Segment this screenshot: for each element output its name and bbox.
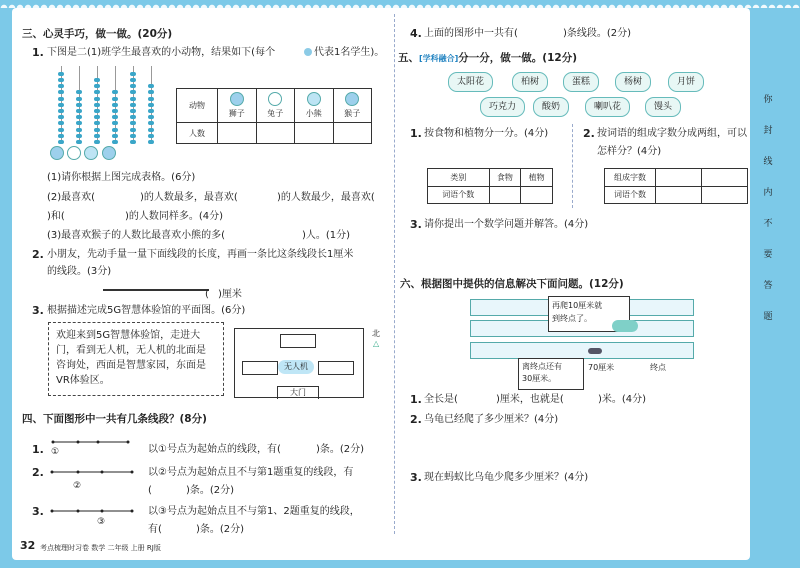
plan-gate: 大门 <box>277 386 319 399</box>
table1-animal-lion: 狮子 <box>218 89 257 123</box>
q2-text-b: 的线段。(3分) <box>47 266 112 277</box>
pictograph-bead <box>58 109 64 113</box>
plan-box-north[interactable] <box>280 334 316 348</box>
table2-row-label: 词语个数 <box>428 186 490 204</box>
bubble2-line2: 30厘米。 <box>522 374 557 383</box>
student-face-icon <box>304 48 312 56</box>
p3-text: 现在蚂蚁比乌龟少爬多少厘米？(4分) <box>424 472 589 483</box>
pictograph-bead <box>148 84 154 88</box>
table1-row2-label: 人数 <box>177 123 218 144</box>
pictograph-bead <box>76 115 82 119</box>
pictograph-bead <box>130 134 136 138</box>
seg3-end: )条。(2分) <box>196 524 245 535</box>
s3-text: 请你提出一个数学问题并解答。(4分) <box>424 219 589 230</box>
p1-number: 1. <box>410 393 422 406</box>
table3-row1-label: 组成字数 <box>605 169 656 187</box>
segment-figure-3 <box>50 505 134 525</box>
pictograph-bead <box>76 134 82 138</box>
q2-unit: )厘米 <box>218 289 242 300</box>
seg3-text: 以③号点为起始点且不与第1、2题重复的线段， <box>148 506 360 517</box>
s3-number: 3. <box>410 218 422 231</box>
section5-tag: [学科融合] <box>419 54 459 63</box>
north-arrow-icon: △ <box>373 339 380 348</box>
pictograph-bead <box>76 140 82 144</box>
table1-animal-monkey: 猴子 <box>333 89 372 123</box>
side-char: 题 <box>763 312 773 322</box>
track-bar-3 <box>470 342 694 359</box>
segment-figure-1 <box>50 436 130 456</box>
q4-end: )条线段。(2分) <box>563 28 632 39</box>
animal-count-table <box>176 88 372 144</box>
top-scallop-border <box>0 0 800 8</box>
bear-icon <box>307 92 321 106</box>
pictograph-bead <box>112 115 118 119</box>
q1-sub2c: )的人数最少，最喜欢( <box>277 192 375 203</box>
desc-line-3: 咨询处，西面是智慧家园，东面是 <box>56 360 206 371</box>
word-cloud-8: 喇叭花 <box>585 97 630 117</box>
q1-sub3b: )人。(1分) <box>302 230 351 241</box>
pictograph-bead <box>112 109 118 113</box>
pictograph-bead <box>130 97 136 101</box>
q1-sub2b: )的人数最多，最喜欢( <box>140 192 238 203</box>
q1-text-b: 代表1名学生)。 <box>314 47 385 58</box>
table2-header-food: 食物 <box>489 169 521 187</box>
q1-sub1: (1)请你根据上图完成表格。(6分) <box>47 172 196 183</box>
s2-text-b: 怎样分？(4分) <box>597 146 662 157</box>
bubble2-line1: 离终点还有 <box>522 362 562 371</box>
pictograph-bead <box>112 140 118 144</box>
table1-cell[interactable] <box>295 123 334 144</box>
seg2-point-mark: ② <box>73 481 82 491</box>
q1-number: 1. <box>32 46 44 59</box>
pictograph-bead <box>94 140 100 144</box>
pictograph-bead <box>94 97 100 101</box>
pictograph-bead <box>130 109 136 113</box>
p3-number: 3. <box>410 471 422 484</box>
pictograph-bead <box>94 134 100 138</box>
food-plant-table <box>427 168 553 204</box>
word-cloud-6: 巧克力 <box>480 97 525 117</box>
inner-divider <box>572 124 573 208</box>
pictograph-bead <box>58 84 64 88</box>
q1-sub3a: (3)最喜欢猴子的人数比最喜欢小熊的多( <box>47 230 226 241</box>
segment-figure-2 <box>50 464 134 484</box>
q2-text: 小朋友，先动手量一量下面线段的长度，再画一条比这条线段长1厘米 <box>47 249 354 260</box>
side-char: 内 <box>763 188 773 198</box>
seg3-have: 有( <box>148 524 162 535</box>
pictograph-bead <box>130 128 136 132</box>
pictograph-bead <box>58 115 64 119</box>
p1-text: 全长是( <box>424 394 458 405</box>
plan-center-drone: 无人机 <box>278 360 314 374</box>
s2-number: 2. <box>583 127 595 140</box>
table3-cell[interactable] <box>656 186 702 204</box>
pictograph-bead <box>94 128 100 132</box>
word-cloud-3: 蛋糕 <box>563 72 599 92</box>
bear-face-icon <box>84 146 98 160</box>
pictograph-bead <box>130 78 136 82</box>
char-count-table <box>604 168 748 204</box>
q4-text: 上面的图形中一共有( <box>424 28 518 39</box>
north-label: 北 <box>372 329 380 338</box>
desc-line-1: 欢迎来到5G智慧体验馆，走进大 <box>56 330 201 341</box>
table1-row1-label: 动物 <box>177 89 218 123</box>
table3-cell[interactable] <box>656 169 702 187</box>
section6-title: 六、根据图中提供的信息解决下面问题。(12分) <box>400 278 624 290</box>
q1-sub2a: (2)最喜欢( <box>47 192 96 203</box>
pictograph-bead <box>76 97 82 101</box>
seg1-end: )条。(2分) <box>316 444 365 455</box>
section3-title: 三、心灵手巧，做一做。(20分) <box>22 28 173 40</box>
rabbit-face-icon <box>67 146 81 160</box>
side-char: 你 <box>763 95 773 105</box>
seg2-paren: ( <box>148 485 152 496</box>
seg2-number: 2. <box>32 466 44 479</box>
table2-cell[interactable] <box>521 186 553 204</box>
table3-row2-label: 词语个数 <box>605 186 656 204</box>
pictograph-bead <box>58 97 64 101</box>
monkey-face-icon <box>102 146 116 160</box>
section5-title <box>398 52 577 65</box>
p1-mid: )厘米，也就是( <box>496 394 564 405</box>
q3-text: 根据描述完成5G智慧体验馆的平面图。(6分) <box>47 305 246 316</box>
footer-text: 考点梳理时习卷 数学 二年级 上册 RJ版 <box>40 544 161 552</box>
measure-segment <box>103 289 209 291</box>
desc-line-2: 门，看到无人机，无人机的北面是 <box>56 345 206 356</box>
desc-line-4: VR体验区。 <box>56 375 110 386</box>
q4-number: 4. <box>410 27 422 40</box>
seg1-number: 1. <box>32 443 44 456</box>
word-cloud-9: 馒头 <box>645 97 681 117</box>
seg3-point-mark: ③ <box>97 517 106 527</box>
word-cloud-2: 柏树 <box>512 72 548 92</box>
pictograph-bead <box>148 128 154 132</box>
finish-label: 终点 <box>650 363 666 372</box>
pictograph-bead <box>148 103 154 107</box>
pictograph-bead <box>130 84 136 88</box>
pictograph-bead <box>148 140 154 144</box>
p2-number: 2. <box>410 413 422 426</box>
ant-speech-bubble <box>518 358 584 390</box>
plan-box-east[interactable] <box>318 361 354 375</box>
table1-cell[interactable] <box>256 123 295 144</box>
pictograph-bead <box>130 140 136 144</box>
seg2-text: 以②号点为起始点且不与第1题重复的线段，有 <box>148 467 354 478</box>
pictograph-bead <box>130 103 136 107</box>
q1-sub2d: )和( <box>47 211 65 222</box>
pictograph-bead <box>130 72 136 76</box>
table3-cell[interactable] <box>702 186 748 204</box>
table1-animal-rabbit: 兔子 <box>256 89 295 123</box>
pictograph-bead <box>94 103 100 107</box>
column-divider <box>394 14 395 534</box>
pictograph-bead <box>148 97 154 101</box>
table1-animal-bear: 小熊 <box>295 89 334 123</box>
section5-rest: 分一分，做一做。(12分) <box>458 52 578 64</box>
word-cloud-4: 杨树 <box>615 72 651 92</box>
q2-number: 2. <box>32 248 44 261</box>
s1-text: 按食物和植物分一分。(4分) <box>424 128 549 139</box>
section4-title: 四、下面图形中一共有几条线段？(8分) <box>22 413 207 425</box>
table2-header-category: 类别 <box>428 169 490 187</box>
plan-box-west[interactable] <box>242 361 278 375</box>
seg2-end: )条。(2分) <box>186 485 235 496</box>
bubble1-line1: 再爬10厘米就 <box>552 301 603 310</box>
pictograph-bead <box>112 103 118 107</box>
seg1-text: 以①号点为起始点的线段，有( <box>148 444 281 455</box>
side-char: 封 <box>763 126 773 136</box>
rabbit-icon <box>268 92 282 106</box>
pictograph-bead <box>130 115 136 119</box>
lion-icon <box>230 92 244 106</box>
table1-cell[interactable] <box>218 123 257 144</box>
seg3-number: 3. <box>32 505 44 518</box>
word-cloud-1: 太阳花 <box>448 72 493 92</box>
turtle-icon <box>612 320 638 332</box>
s2-text: 按词语的组成字数分成两组，可以 <box>597 128 747 139</box>
animal-faces-row <box>50 146 116 164</box>
lion-face-icon <box>50 146 64 160</box>
side-char: 答 <box>763 281 773 291</box>
table1-cell[interactable] <box>333 123 372 144</box>
q2-paren: ( <box>205 289 209 300</box>
binding-side-text <box>756 92 780 340</box>
pictograph-bead <box>112 134 118 138</box>
pictograph-bead <box>94 109 100 113</box>
table3-cell[interactable] <box>702 169 748 187</box>
pictograph-bead <box>94 84 100 88</box>
pictograph-bead <box>112 97 118 101</box>
table2-cell[interactable] <box>489 186 521 204</box>
ant-icon <box>588 348 602 354</box>
pictograph-bead <box>58 140 64 144</box>
side-char: 要 <box>763 250 773 260</box>
seg1-point-mark: ① <box>51 447 60 457</box>
pictograph-bead <box>148 115 154 119</box>
word-cloud-5: 月饼 <box>668 72 704 92</box>
side-char: 线 <box>763 157 773 167</box>
pictograph-bead <box>58 134 64 138</box>
pictograph-bead <box>94 115 100 119</box>
pictograph-bead <box>58 72 64 76</box>
word-cloud-7: 酸奶 <box>533 97 569 117</box>
q1-text: 下图是二(1)班学生最喜欢的小动物，结果如下(每个 <box>47 47 276 58</box>
p1-end: )米。(4分) <box>598 394 647 405</box>
side-char: 不 <box>763 219 773 229</box>
page-number: 32 <box>20 539 36 552</box>
pictograph-bead <box>58 128 64 132</box>
section5-prefix: 五、 <box>398 52 419 64</box>
p2-text: 乌龟已经爬了多少厘米？(4分) <box>424 414 559 425</box>
pictograph-bead <box>148 134 154 138</box>
distance-label: 70厘米 <box>588 363 615 372</box>
table2-header-plant: 植物 <box>521 169 553 187</box>
pictograph-bead <box>76 109 82 113</box>
monkey-icon <box>345 92 359 106</box>
pictograph-bead <box>76 103 82 107</box>
q1-sub2e: )的人数同样多。(4分) <box>125 211 224 222</box>
bubble1-line2: 到终点了。 <box>552 314 592 323</box>
q3-number: 3. <box>32 304 44 317</box>
pictograph-bead <box>76 128 82 132</box>
pictograph-bead <box>58 103 64 107</box>
pictograph-bead <box>58 78 64 82</box>
pictograph-bead <box>112 128 118 132</box>
s1-number: 1. <box>410 127 422 140</box>
pictograph-bead <box>148 109 154 113</box>
pictograph-bead <box>94 78 100 82</box>
